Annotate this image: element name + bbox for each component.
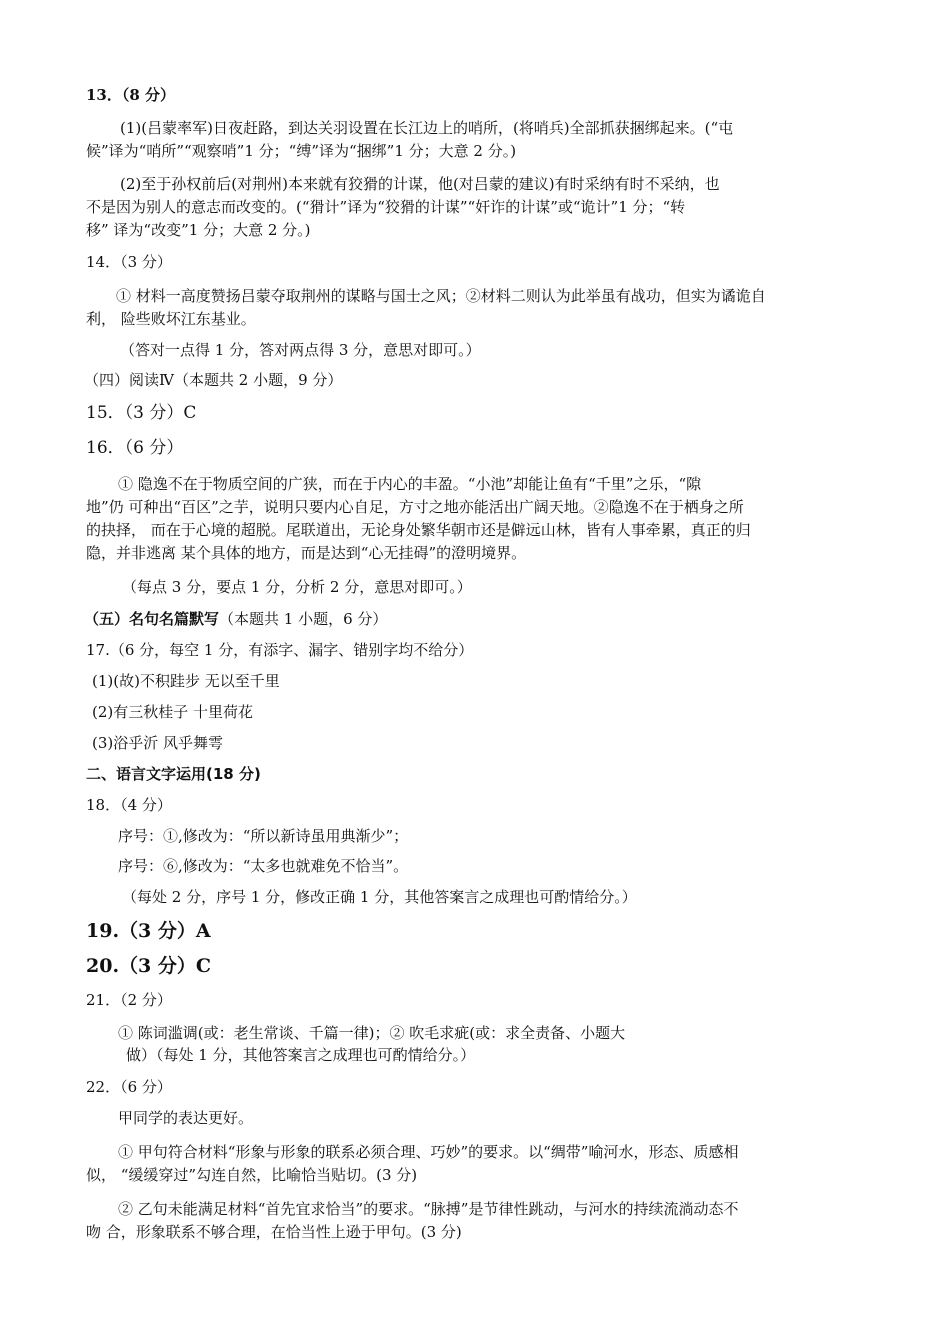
q20-answer: 20.（3 分）C — [86, 955, 212, 977]
q17-heading: 17.（6 分，每空 1 分，有添字、漏字、错别字均不给分） — [86, 641, 474, 659]
q13-answer-2-line-1: (2)至于孙权前后(对荆州)本来就有狡猾的计谋，他(对吕蒙的建议)有时采纳有时不采纳，也 — [120, 175, 720, 193]
q22-point-1-line-1: ① 甲句符合材料“形象与形象的联系必须合理、巧妙”的要求。以“绸带”喻河水，形态、质感相 — [118, 1143, 739, 1161]
section-2-heading: 二、语言文字运用(18 分) — [86, 765, 261, 783]
q13-heading: 13．（8 分） — [86, 86, 176, 104]
q17-line-3: (3)浴乎沂 风乎舞雩 — [92, 734, 224, 752]
q13-answer-1-line-2: 候”译为“哨所”“观察哨”1 分；“缚”译为“捆绑”1 分；大意 2 分。) — [86, 142, 517, 160]
q18-heading: 18．（4 分） — [86, 796, 172, 814]
q21-heading: 21．（2 分） — [86, 991, 172, 1009]
q14-scoring-note: （答对一点得 1 分，答对两点得 3 分，意思对即可。） — [120, 341, 481, 359]
q22-conclusion: 甲同学的表达更好。 — [118, 1109, 254, 1127]
q16-line-3: 的抉择， 而在于心境的超脱。尾联道出，无论身处繁华朝市还是僻远山林，皆有人事牵累，真正的归 — [86, 521, 751, 539]
q22-heading: 22．（6 分） — [86, 1078, 172, 1096]
q21-line-2: 做）（每处 1 分，其他答案言之成理也可酌情给分。） — [126, 1046, 476, 1064]
section-5-title: （五）名句名篇默写 — [84, 610, 220, 628]
q14-line-1: ① 材料一高度赞扬吕蒙夺取荆州的谋略与国士之风；②材料二则认为此举虽有战功，但实为谲诡自 — [116, 287, 766, 305]
q18-line-2: 序号：⑥,修改为：“太多也就难免不恰当”。 — [118, 857, 409, 875]
q16-line-2: 地”仍 可种出“百区”之芋，说明只要内心自足，方寸之地亦能活出广阔天地。②隐逸不在于栖身之所 — [86, 498, 744, 516]
q13-answer-2-line-3: 移” 译为“改变”1 分；大意 2 分。) — [86, 221, 311, 239]
q22-point-1-line-2: 似， “缓缓穿过”勾连自然，比喻恰当贴切。(3 分) — [86, 1166, 418, 1184]
section-5-note: （本题共 1 小题，6 分） — [219, 610, 388, 628]
section-5-heading — [84, 609, 387, 629]
q21-line-1: ① 陈词滥调(或：老生常谈、千篇一律)；② 吹毛求疵(或：求全责备、小题大 — [118, 1024, 626, 1042]
q18-line-1: 序号：①,修改为：“所以新诗虽用典渐少”； — [118, 827, 409, 845]
q16-line-4: 隐，并非逃离 某个具体的地方，而是达到“心无挂碍”的澄明境界。 — [86, 544, 527, 562]
q17-line-2: (2)有三秋桂子 十里荷花 — [92, 703, 254, 721]
q19-answer: 19.（3 分）A — [86, 920, 211, 942]
q14-line-2: 利， 险些败坏江东基业。 — [86, 310, 256, 328]
q16-heading: 16．（6 分） — [86, 438, 184, 458]
q14-heading: 14．（3 分） — [86, 253, 172, 271]
q17-line-1: (1)(故)不积跬步 无以至千里 — [92, 672, 280, 690]
q18-scoring-note: （每处 2 分，序号 1 分，修改正确 1 分，其他答案言之成理也可酌情给分。） — [122, 888, 637, 906]
q16-scoring-note: （每点 3 分，要点 1 分，分析 2 分，意思对即可。） — [122, 578, 472, 596]
q16-line-1: ① 隐逸不在于物质空间的广狭，而在于内心的丰盈。“小池”却能让鱼有“千里”之乐，“隙 — [118, 475, 702, 493]
section-4-heading: （四）阅读Ⅳ（本题共 2 小题，9 分） — [84, 371, 343, 389]
q15-answer: 15．（3 分）C — [86, 403, 197, 423]
q22-point-2-line-1: ② 乙句未能满足材料“首先宜求恰当”的要求。“脉搏”是节律性跳动，与河水的持续流淌动态不 — [118, 1200, 739, 1218]
q13-answer-1-line-1: (1)(吕蒙率军)日夜赶路，到达关羽设置在长江边上的哨所，(将哨兵)全部抓获捆绑起来。(“屯 — [120, 119, 734, 137]
q13-answer-2-line-2: 不是因为别人的意志而改变的。(“猾计”译为“狡猾的计谋”“奸诈的计谋”或“诡计”1 分；“转 — [86, 198, 686, 216]
q22-point-2-line-2: 吻 合，形象联系不够合理，在恰当性上逊于甲句。(3 分) — [86, 1223, 462, 1241]
